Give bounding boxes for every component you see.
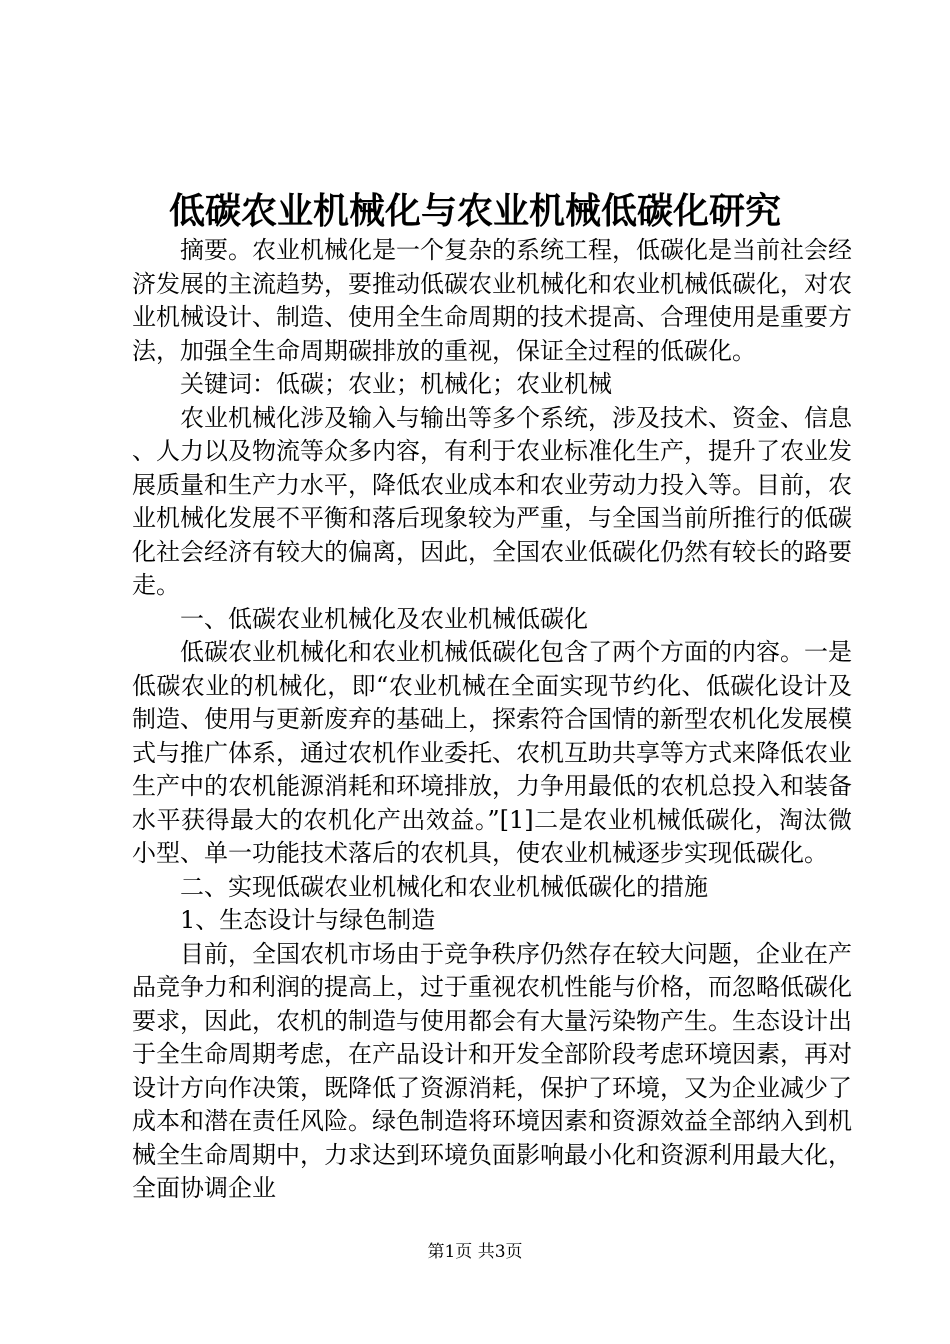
section-heading-2: 二、实现低碳农业机械化和农业机械低碳化的措施 <box>180 872 708 901</box>
subsection-1-paragraph: 目前，全国农机市场由于竞争秩序仍然存在较大问题，企业在产品竞争力和利润的提高上，过于重视农机性能与价格，而忽略低碳化要求，因此，农机的制造与使用都会有大量污染物产生。生态设计出于全生命周期考虑，在产品设计和开发全部阶段考虑环境因素，再对设计方向作决策，既降低了资源消耗，保护了环境，又为企业减少了成本和潜在责任风险。绿色制造将环境因素和资源效益全部纳入到机械全生命周期中，力求达到环境负面影响最小化和资源利用最大化，全面协调企业 <box>132 939 852 1202</box>
keywords-paragraph: 关键词：低碳；农业；机械化；农业机械 <box>180 370 612 398</box>
intro-paragraph: 农业机械化涉及输入与输出等多个系统，涉及技术、资金、信息、人力以及物流等众多内容，有利于农业标准化生产，提升了农业发展质量和生产力水平，降低农业成本和农业劳动力投入等。目前，农业机械化发展不平衡和落后现象较为严重，与全国当前所推行的低碳化社会经济有较大的偏离，因此，全国农业低碳化仍然有较长的路要走。 <box>132 403 852 599</box>
section-heading-1: 一、低碳农业机械化及农业机械低碳化 <box>180 604 588 633</box>
abstract-paragraph: 摘要。农业机械化是一个复杂的系统工程，低碳化是当前社会经济发展的主流趋势，要推动低碳农业机械化和农业机械低碳化，对农业机械设计、制造、使用全生命周期的技术提高、合理使用是重要方法，加强全生命周期碳排放的重视，保证全过程的低碳化。 <box>132 236 852 365</box>
subsection-heading-1: 1、生态设计与绿色制造 <box>180 906 436 934</box>
page-number-footer: 第1页 共3页 <box>427 1242 523 1262</box>
section-1-paragraph: 低碳农业机械化和农业机械低碳化包含了两个方面的内容。一是低碳农业的机械化，即“农业机械在全面实现节约化、低碳化设计及制造、使用与更新废弃的基础上，探索符合国情的新型农机化发展模式与推广体系，通过农机作业委托、农机互助共享等方式来降低农业生产中的农机能源消耗和环境排放，力争用最低的农机总投入和装备水平获得最大的农机化产出效益。”[1]二是农业机械低碳化，淘汰微小型、单一功能技术落后的农机具，使农业机械逐步实现低碳化。 <box>132 638 852 867</box>
document-title: 低碳农业机械化与农业机械低碳化研究 <box>168 190 781 232</box>
document-body <box>132 234 852 1206</box>
